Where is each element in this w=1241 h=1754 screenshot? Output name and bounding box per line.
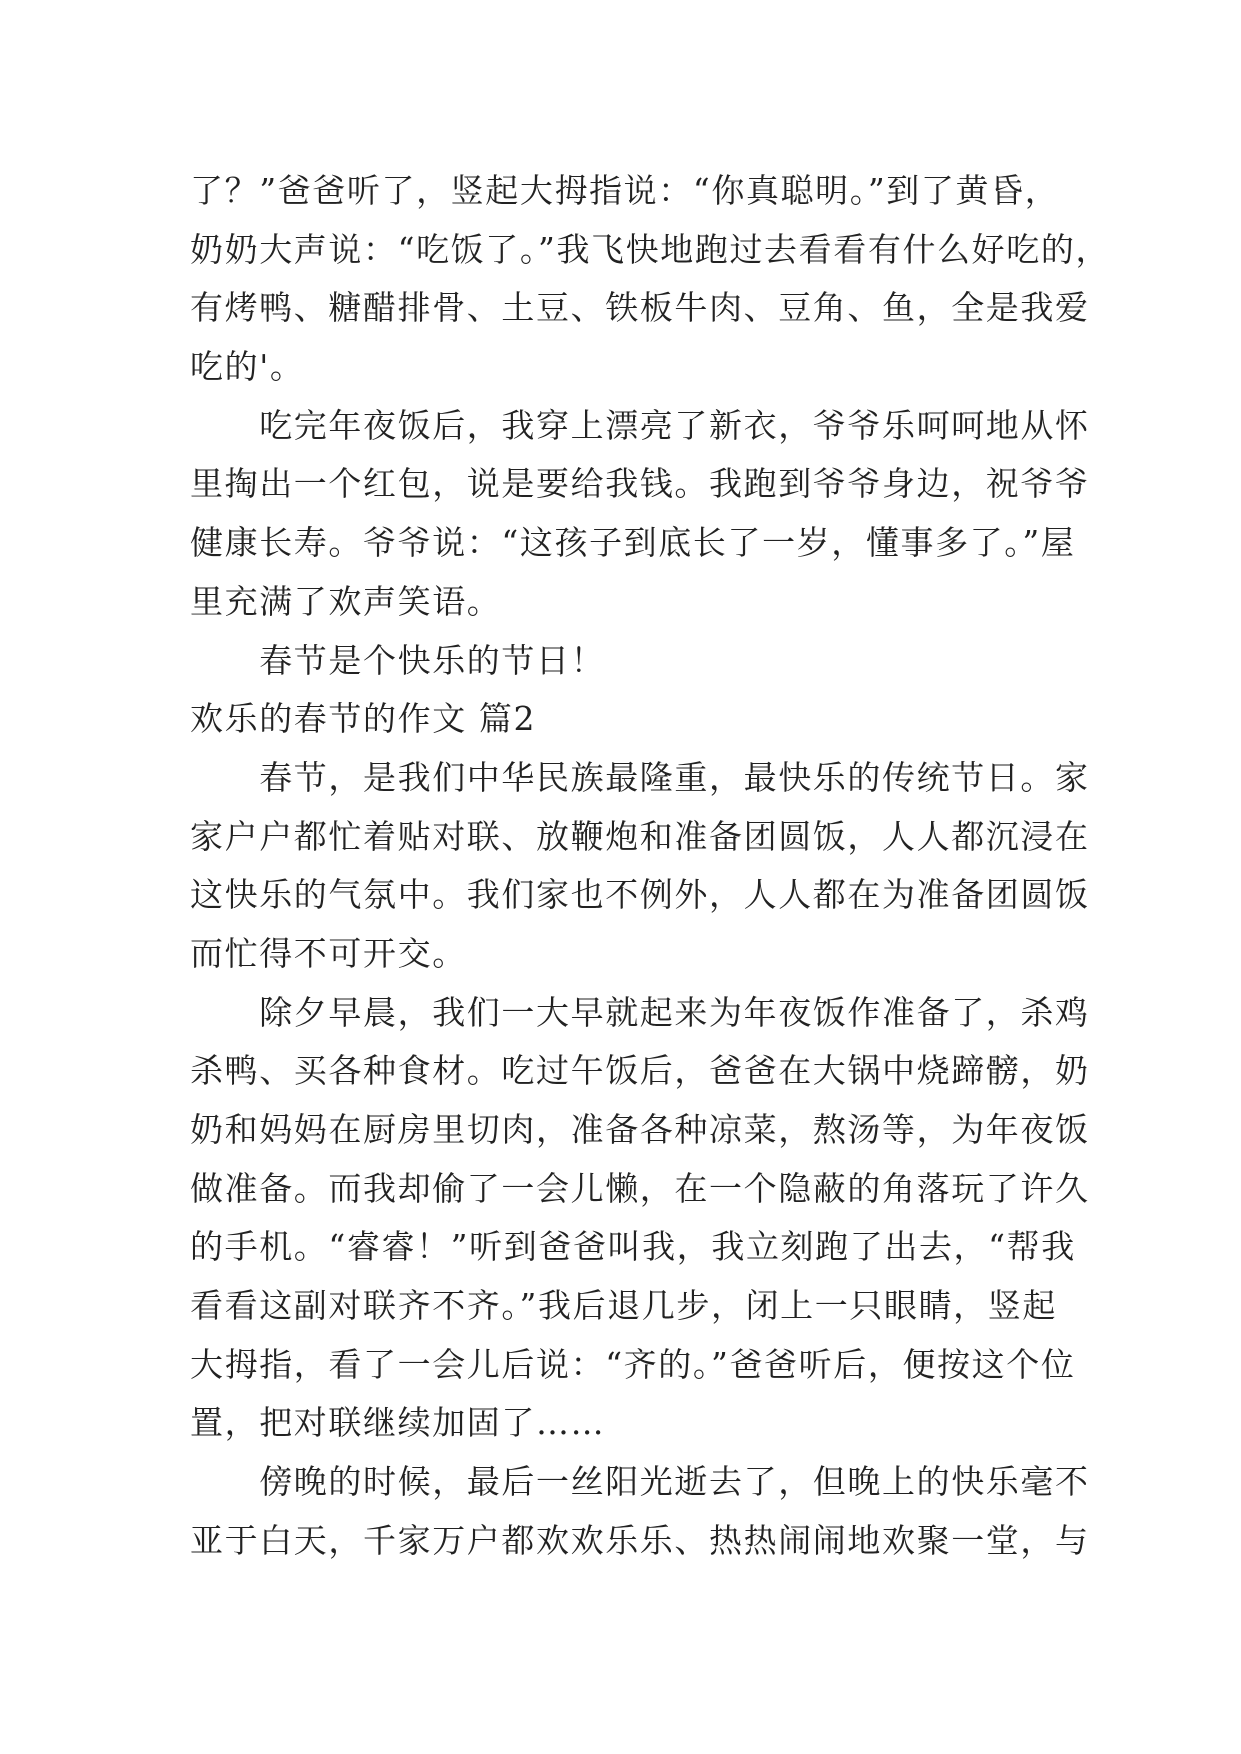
text-line: 家户户都忙着贴对联、放鞭炮和准备团圆饭，人人都沉浸在 (190, 816, 1090, 856)
text-line: 春节是个快乐的节日！ (190, 640, 606, 680)
text-line: 吃的'。 (190, 347, 305, 387)
text-line: 杀鸭、买各种食材。吃过午饭后，爸爸在大锅中烧蹄髈，奶 (190, 1051, 1090, 1091)
text-line: 而忙得不可开交。 (190, 933, 467, 973)
text-line: 这快乐的气氛中。我们家也不例外，人人都在为准备团圆饭 (190, 875, 1090, 915)
text-line: 做准备。而我却偷了一会儿懒，在一个隐蔽的角落玩了许久 (190, 1168, 1090, 1208)
text-line: 看看这副对联齐不齐。”我后退几步，闭上一只眼睛，竖起 (190, 1286, 1057, 1326)
text-line: 奶和妈妈在厨房里切肉，准备各种凉菜，熬汤等，为年夜饭 (190, 1110, 1090, 1149)
text-line: 春节，是我们中华民族最隆重，最快乐的传统节日。家 (190, 757, 1090, 797)
text-line: 的手机。“睿睿！”听到爸爸叫我，我立刻跑了出去，“帮我 (190, 1227, 1076, 1267)
text-line: 吃完年夜饭后，我穿上漂亮了新衣，爷爷乐呵呵地从怀 (190, 405, 1090, 445)
text-line: 傍晚的时候，最后一丝阳光逝去了，但晚上的快乐毫不 (190, 1462, 1090, 1502)
text-line: 有烤鸭、糖醋排骨、土豆、铁板牛肉、豆角、鱼，全是我爱 (190, 288, 1090, 328)
text-line: 里充满了欢声笑语。 (190, 581, 502, 621)
text-line: 了？”爸爸听了，竖起大拇指说：“你真聪明。”到了黄昏， (190, 171, 1060, 210)
text-line: 里掏出一个红包，说是要给我钱。我跑到爷爷身边，祝爷爷 (190, 464, 1090, 504)
text-line: 除夕早晨，我们一大早就起来为年夜饭作准备了，杀鸡 (190, 992, 1090, 1032)
text-line: 置，把对联继续加固了…… (190, 1403, 606, 1443)
section-heading: 欢乐的春节的作文 篇2 (190, 699, 537, 739)
text-line: 健康长寿。爷爷说：“这孩子到底长了一岁，懂事多了。”屋 (190, 523, 1076, 563)
text-line: 大拇指，看了一会儿后说：“齐的。”爸爸听后，便按这个位 (190, 1344, 1076, 1384)
document-body (190, 162, 1111, 1571)
text-line: 奶奶大声说：“吃饭了。”我飞快地跑过去看看有什么好吃的， (190, 229, 1111, 269)
text-line: 亚于白天，千家万户都欢欢乐乐、热热闹闹地欢聚一堂，与 (190, 1520, 1090, 1560)
